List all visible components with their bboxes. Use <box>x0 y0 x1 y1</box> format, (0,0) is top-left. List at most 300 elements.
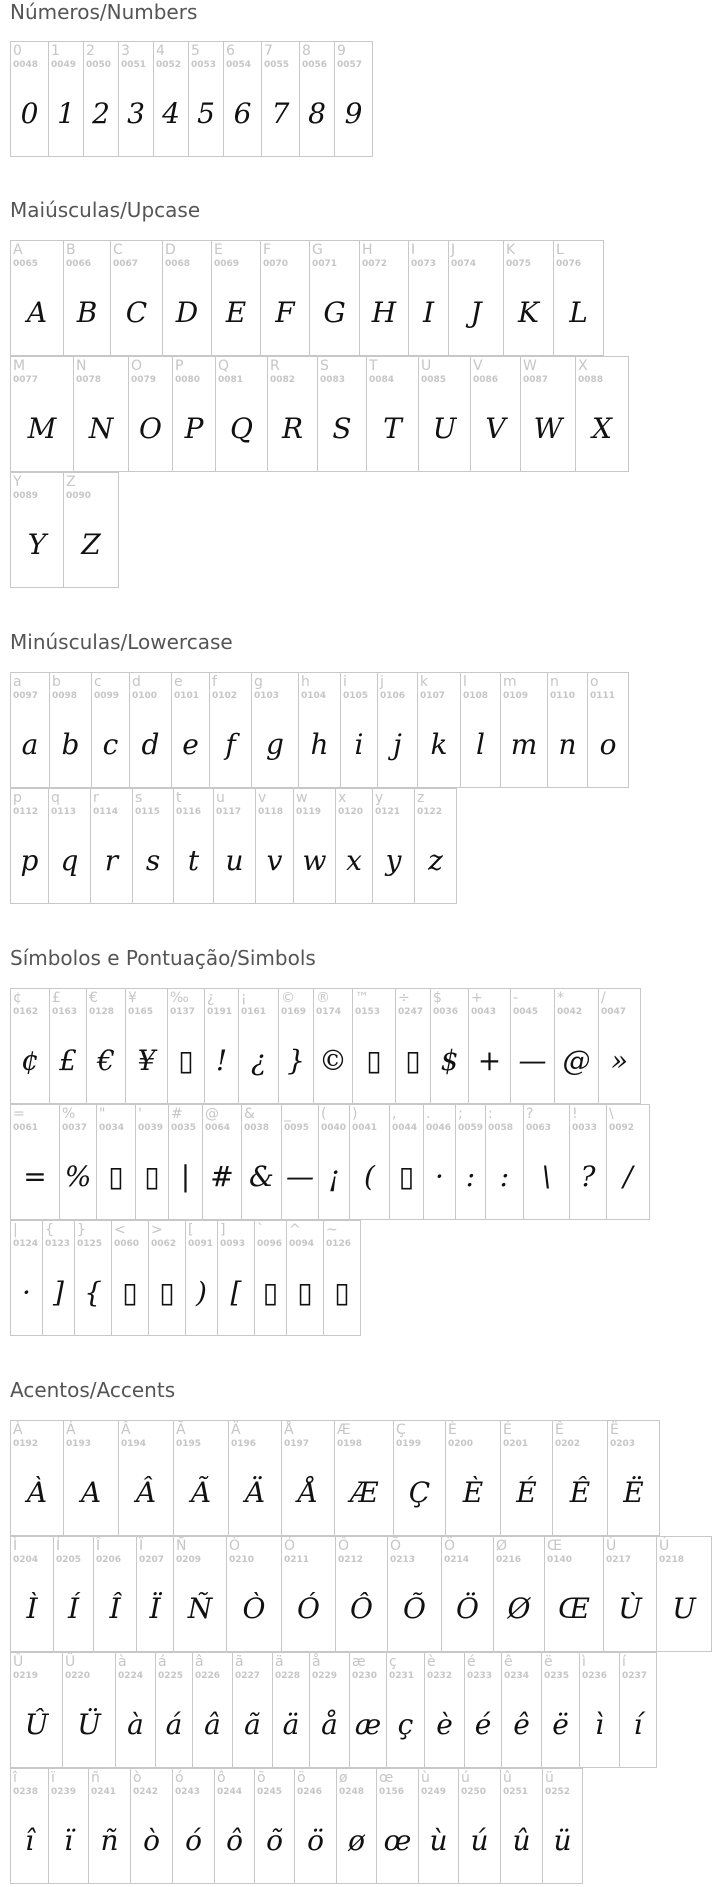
glyph-cell <box>318 356 367 472</box>
glyph-cell <box>521 356 576 472</box>
glyph-cell <box>282 1420 335 1536</box>
glyph-sample: % <box>64 1160 92 1193</box>
character-code: 0117 <box>216 807 242 817</box>
character-label: ç <box>389 1654 397 1670</box>
glyph-cell <box>64 240 111 356</box>
glyph-sample: » <box>610 1044 629 1077</box>
character-label: œ <box>379 1770 394 1786</box>
character-label: Â <box>121 1422 131 1438</box>
character-code: 0082 <box>270 375 296 385</box>
glyph-sample: | <box>180 1160 191 1193</box>
character-label: b <box>52 674 61 690</box>
character-label: f <box>212 674 217 690</box>
glyph-cell <box>119 1420 174 1536</box>
character-label: - <box>513 990 519 1006</box>
character-code: 0063 <box>526 1123 552 1133</box>
glyph-sample: H <box>371 296 397 329</box>
character-code: 0124 <box>13 1239 39 1249</box>
character-label: Ê <box>555 1422 564 1438</box>
glyph-cell <box>216 356 268 472</box>
character-code: 0140 <box>547 1555 573 1565</box>
character-code: 0198 <box>337 1439 363 1449</box>
glyph-cell <box>11 356 74 472</box>
glyph-sample: M <box>27 412 57 445</box>
character-code: 0093 <box>220 1239 246 1249</box>
glyph-sample: ø <box>348 1824 365 1857</box>
glyph-sample: ö <box>307 1824 324 1857</box>
character-code: 0080 <box>175 375 201 385</box>
glyph-cell <box>268 356 318 472</box>
glyph-sample: A <box>26 296 48 329</box>
character-label: ñ <box>91 1770 100 1786</box>
character-code: 0201 <box>503 1439 529 1449</box>
character-label: 6 <box>226 43 235 59</box>
character-label: ÷ <box>398 990 410 1006</box>
glyph-sample: Ü <box>77 1708 101 1741</box>
character-code: 0076 <box>556 259 582 269</box>
character-code: 0081 <box>218 375 244 385</box>
glyph-cell <box>424 1104 456 1220</box>
glyph-sample: è <box>436 1708 453 1741</box>
character-code: 0095 <box>284 1123 310 1133</box>
glyph-sample: K <box>518 296 539 329</box>
glyph-cell <box>501 672 548 788</box>
character-label: $ <box>433 990 442 1006</box>
character-label: g <box>254 674 263 690</box>
character-label: y <box>375 790 384 806</box>
glyph-cell <box>419 1768 459 1884</box>
glyph-cell <box>11 1220 43 1336</box>
glyph-sample: ì <box>595 1708 604 1741</box>
character-label: Ó <box>284 1538 296 1554</box>
character-code: 0153 <box>355 1007 381 1017</box>
character-code: 0237 <box>622 1671 648 1681</box>
character-label: j <box>380 674 384 690</box>
character-label: * <box>557 990 564 1006</box>
character-label: ¥ <box>128 990 137 1006</box>
character-code: 0227 <box>235 1671 261 1681</box>
glyph-sample: h <box>310 728 329 761</box>
character-code: 0123 <box>45 1239 71 1249</box>
glyph-cell <box>112 1220 149 1336</box>
character-label: u <box>216 790 225 806</box>
character-label: £ <box>52 990 61 1006</box>
glyph-cell <box>11 1104 60 1220</box>
glyph-cell <box>388 1536 442 1652</box>
character-code: 0083 <box>320 375 346 385</box>
glyph-cell <box>319 1104 350 1220</box>
glyph-sample: Œ <box>558 1592 590 1625</box>
character-code: 0234 <box>504 1671 530 1681</box>
character-label: 2 <box>86 43 95 59</box>
character-code: 0107 <box>420 691 446 701</box>
glyph-sample: ▯ <box>297 1276 313 1309</box>
glyph-cell <box>11 240 64 356</box>
glyph-cell <box>11 1768 49 1884</box>
glyph-cell <box>193 1652 233 1768</box>
glyph-grid-row <box>10 1536 712 1652</box>
glyph-sample: 7 <box>271 97 290 130</box>
glyph-cell <box>310 1652 350 1768</box>
glyph-cell <box>255 1768 295 1884</box>
character-label: € <box>89 990 98 1006</box>
character-code: 0090 <box>66 491 92 501</box>
character-code: 0094 <box>289 1239 315 1249</box>
glyph-grid-row <box>10 472 119 588</box>
glyph-sample: Ô <box>350 1592 373 1625</box>
glyph-cell <box>137 1536 174 1652</box>
character-code: 0217 <box>606 1555 632 1565</box>
glyph-sample: k <box>430 728 448 761</box>
glyph-cell <box>545 1536 604 1652</box>
character-label: " <box>99 1106 106 1122</box>
glyph-cell <box>130 672 172 788</box>
character-label: Ï <box>139 1538 144 1554</box>
glyph-cell <box>126 988 168 1104</box>
glyph-sample: ▯ <box>262 1276 279 1309</box>
glyph-cell <box>324 1220 361 1336</box>
character-label: r <box>93 790 99 806</box>
character-label: c <box>94 674 102 690</box>
glyph-cell <box>570 1104 607 1220</box>
character-label: K <box>506 242 516 258</box>
character-code: 0216 <box>496 1555 522 1565</box>
character-label: 1 <box>51 43 60 59</box>
glyph-cell <box>465 1652 502 1768</box>
glyph-cell <box>461 672 501 788</box>
character-code: 0200 <box>448 1439 474 1449</box>
glyph-sample: f <box>225 728 236 761</box>
character-code: 0062 <box>151 1239 177 1249</box>
character-code: 0113 <box>51 807 77 817</box>
glyph-cell <box>94 1536 137 1652</box>
glyph-cell <box>242 1104 282 1220</box>
character-label: Õ <box>390 1538 402 1554</box>
glyph-cell <box>502 1652 542 1768</box>
glyph-sample: á <box>165 1708 183 1741</box>
glyph-sample: € <box>97 1044 115 1077</box>
glyph-cell <box>75 1220 112 1336</box>
character-code: 0103 <box>254 691 280 701</box>
character-label: D <box>165 242 176 258</box>
glyph-sample: Ö <box>456 1592 479 1625</box>
glyph-cell <box>11 672 50 788</box>
character-label: h <box>301 674 310 690</box>
glyph-cell <box>133 788 174 904</box>
glyph-sample: e <box>182 728 199 761</box>
character-code: 0070 <box>263 259 289 269</box>
glyph-cell <box>419 356 471 472</box>
character-label: Á <box>66 1422 76 1438</box>
character-label: Î <box>96 1538 101 1554</box>
character-label: © <box>281 990 295 1006</box>
character-code: 0207 <box>139 1555 165 1565</box>
glyph-sample: · <box>22 1276 31 1309</box>
glyph-sample: i <box>354 728 364 761</box>
character-code: 0191 <box>207 1007 233 1017</box>
character-code: 0250 <box>461 1787 487 1797</box>
glyph-sample: È <box>462 1476 484 1509</box>
glyph-sample: U <box>672 1592 696 1625</box>
character-label: ; <box>458 1106 463 1122</box>
character-code: 0085 <box>421 375 447 385</box>
character-label: T <box>369 358 378 374</box>
character-label: é <box>467 1654 476 1670</box>
character-code: 0108 <box>463 691 489 701</box>
glyph-cell <box>224 41 262 157</box>
character-code: 0202 <box>555 1439 581 1449</box>
glyph-sample: Õ <box>403 1592 426 1625</box>
character-code: 0239 <box>51 1787 77 1797</box>
character-label: ¡ <box>241 990 247 1006</box>
character-label: C <box>113 242 123 258</box>
glyph-sample: Ï <box>149 1592 161 1625</box>
character-label: / <box>601 990 606 1006</box>
glyph-sample: $ <box>440 1044 459 1077</box>
glyph-cell <box>350 1652 387 1768</box>
glyph-sample: £ <box>59 1044 77 1077</box>
character-label: 8 <box>302 43 311 59</box>
glyph-cell <box>203 1104 242 1220</box>
character-label: É <box>503 1422 512 1438</box>
glyph-cell <box>89 1768 131 1884</box>
glyph-sample: u <box>225 844 244 877</box>
glyph-grid-row <box>10 672 629 788</box>
character-label: Œ <box>547 1538 562 1554</box>
glyph-cell <box>50 672 92 788</box>
glyph-sample: r <box>104 844 119 877</box>
character-code: 0069 <box>214 259 240 269</box>
character-label: ' <box>138 1106 142 1122</box>
character-code: 0101 <box>174 691 200 701</box>
character-code: 0051 <box>121 60 147 70</box>
glyph-cell <box>543 1768 583 1884</box>
character-label: ò <box>133 1770 142 1786</box>
glyph-sample: F <box>275 296 295 329</box>
glyph-cell <box>387 1652 425 1768</box>
character-code: 0039 <box>138 1123 164 1133</box>
character-label: M <box>13 358 26 374</box>
character-code: 0122 <box>417 807 443 817</box>
character-code: 0034 <box>99 1123 125 1133</box>
glyph-cell <box>501 1420 553 1536</box>
character-label: È <box>448 1422 457 1438</box>
character-label: w <box>296 790 308 806</box>
character-code: 0220 <box>65 1671 91 1681</box>
glyph-cell <box>205 988 239 1104</box>
glyph-cell <box>11 472 64 588</box>
glyph-cell <box>599 988 641 1104</box>
character-label: ! <box>572 1106 578 1122</box>
glyph-cell <box>60 1104 97 1220</box>
glyph-cell <box>163 240 212 356</box>
character-label: õ <box>257 1770 266 1786</box>
glyph-sample: û <box>512 1824 531 1857</box>
glyph-sample: ä <box>282 1708 300 1741</box>
character-code: 0100 <box>132 691 158 701</box>
character-label: í <box>622 1654 626 1670</box>
glyph-sample: Ä <box>244 1476 266 1509</box>
character-code: 0040 <box>321 1123 347 1133</box>
character-label: Ô <box>338 1538 350 1554</box>
glyph-sample: ▯ <box>178 1044 194 1077</box>
character-code: 0097 <box>13 691 39 701</box>
character-code: 0045 <box>513 1007 539 1017</box>
character-label: n <box>550 674 559 690</box>
glyph-cell <box>92 672 130 788</box>
glyph-sample: x <box>346 844 362 877</box>
character-code: 0098 <box>52 691 78 701</box>
glyph-cell <box>299 672 341 788</box>
character-label: á <box>158 1654 167 1670</box>
glyph-sample: b <box>61 728 80 761</box>
character-code: 0066 <box>66 259 92 269</box>
glyph-sample: v <box>266 844 283 877</box>
character-code: 0156 <box>379 1787 405 1797</box>
glyph-grid-row <box>10 988 641 1104</box>
character-label: = <box>13 1106 25 1122</box>
character-code: 0035 <box>171 1123 197 1133</box>
glyph-cell <box>218 1220 255 1336</box>
glyph-cell <box>418 672 461 788</box>
glyph-cell <box>588 672 629 788</box>
glyph-sample: — <box>286 1160 314 1193</box>
glyph-sample: ▯ <box>108 1160 124 1193</box>
glyph-cell <box>215 1768 255 1884</box>
character-label: ] <box>220 1222 226 1238</box>
glyph-cell <box>300 41 335 157</box>
glyph-sample: Ë <box>623 1476 644 1509</box>
glyph-sample: D <box>175 296 199 329</box>
character-label: û <box>503 1770 512 1786</box>
glyph-sample: ¡ <box>328 1160 340 1193</box>
character-label: < <box>114 1222 126 1238</box>
character-label: + <box>471 990 483 1006</box>
glyph-cell <box>555 988 599 1104</box>
character-code: 0119 <box>296 807 322 817</box>
glyph-cell <box>548 672 588 788</box>
glyph-cell <box>173 356 216 472</box>
character-code: 0096 <box>257 1239 283 1249</box>
glyph-sample: n <box>558 728 577 761</box>
character-code: 0224 <box>118 1671 144 1681</box>
character-label: ^ <box>289 1222 301 1238</box>
glyph-sample: õ <box>266 1824 283 1857</box>
glyph-sample: P <box>184 412 204 445</box>
glyph-sample: R <box>281 412 304 445</box>
glyph-cell <box>282 1536 336 1652</box>
section-title-upcase: Maiúsculas/Upcase <box>10 198 201 222</box>
character-code: 0236 <box>582 1671 608 1681</box>
character-label: ë <box>544 1654 553 1670</box>
glyph-sample: ô <box>226 1824 243 1857</box>
character-label: Å <box>284 1422 294 1438</box>
character-label: 4 <box>156 43 165 59</box>
glyph-cell <box>353 988 396 1104</box>
character-code: 0074 <box>451 259 477 269</box>
glyph-cell <box>287 1220 324 1336</box>
glyph-sample: ù <box>429 1824 448 1857</box>
character-code: 0064 <box>205 1123 231 1133</box>
glyph-sample: y <box>385 844 402 877</box>
glyph-sample: ! <box>215 1044 228 1077</box>
character-code: 0043 <box>471 1007 497 1017</box>
character-code: 0065 <box>13 259 39 269</box>
character-label: p <box>13 790 22 806</box>
character-code: 0087 <box>523 375 549 385</box>
character-code: 0163 <box>52 1007 78 1017</box>
character-code: 0056 <box>302 60 328 70</box>
glyph-cell <box>501 1768 543 1884</box>
character-code: 0213 <box>390 1555 416 1565</box>
glyph-cell <box>154 41 189 157</box>
character-label: Z <box>66 474 76 490</box>
character-label: . <box>426 1106 431 1122</box>
character-label: 7 <box>264 43 273 59</box>
character-code: 0049 <box>51 60 77 70</box>
character-label: A <box>13 242 23 258</box>
character-code: 0226 <box>195 1671 221 1681</box>
glyph-sample: 9 <box>344 97 363 130</box>
glyph-sample: q <box>60 844 79 877</box>
character-code: 0125 <box>77 1239 103 1249</box>
glyph-sample: Â <box>135 1476 157 1509</box>
character-code: 0245 <box>257 1787 283 1797</box>
glyph-sample: ▯ <box>405 1044 421 1077</box>
character-code: 0067 <box>113 259 139 269</box>
character-code: 0118 <box>258 807 284 817</box>
character-code: 0228 <box>275 1671 301 1681</box>
glyph-cell <box>542 1652 580 1768</box>
glyph-cell <box>524 1104 570 1220</box>
glyph-cell <box>74 356 129 472</box>
character-label: â <box>195 1654 204 1670</box>
character-label: ( <box>321 1106 327 1122</box>
character-label: d <box>132 674 141 690</box>
character-label: O <box>131 358 143 374</box>
glyph-sample: d <box>141 728 160 761</box>
glyph-sample: U <box>432 412 457 445</box>
glyph-cell <box>576 356 629 472</box>
glyph-sample: S <box>332 412 352 445</box>
character-code: 0121 <box>375 807 401 817</box>
character-code: 0194 <box>121 1439 147 1449</box>
glyph-sample: 1 <box>57 97 75 130</box>
glyph-grid-row <box>10 788 457 904</box>
character-label: Y <box>13 474 22 490</box>
glyph-cell <box>456 1104 486 1220</box>
glyph-cell <box>131 1768 173 1884</box>
section-title-numbers: Números/Numbers <box>10 0 198 24</box>
glyph-sample: ▯ <box>159 1276 175 1309</box>
glyph-sample: Í <box>67 1592 80 1625</box>
character-code: 0041 <box>352 1123 378 1133</box>
character-label: ~ <box>326 1222 338 1238</box>
character-code: 0230 <box>352 1671 378 1681</box>
glyph-cell <box>262 41 300 157</box>
section-title-lowercase: Minúsculas/Lowercase <box>10 630 233 654</box>
character-code: 0091 <box>188 1239 214 1249</box>
glyph-grid-row <box>10 356 629 472</box>
glyph-sample: = <box>23 1160 47 1193</box>
character-code: 0047 <box>601 1007 627 1017</box>
glyph-sample: — <box>518 1044 547 1077</box>
character-label: & <box>244 1106 255 1122</box>
character-label: t <box>176 790 182 806</box>
glyph-cell <box>442 1536 494 1652</box>
character-code: 0073 <box>411 259 437 269</box>
character-label: \ <box>609 1106 614 1122</box>
